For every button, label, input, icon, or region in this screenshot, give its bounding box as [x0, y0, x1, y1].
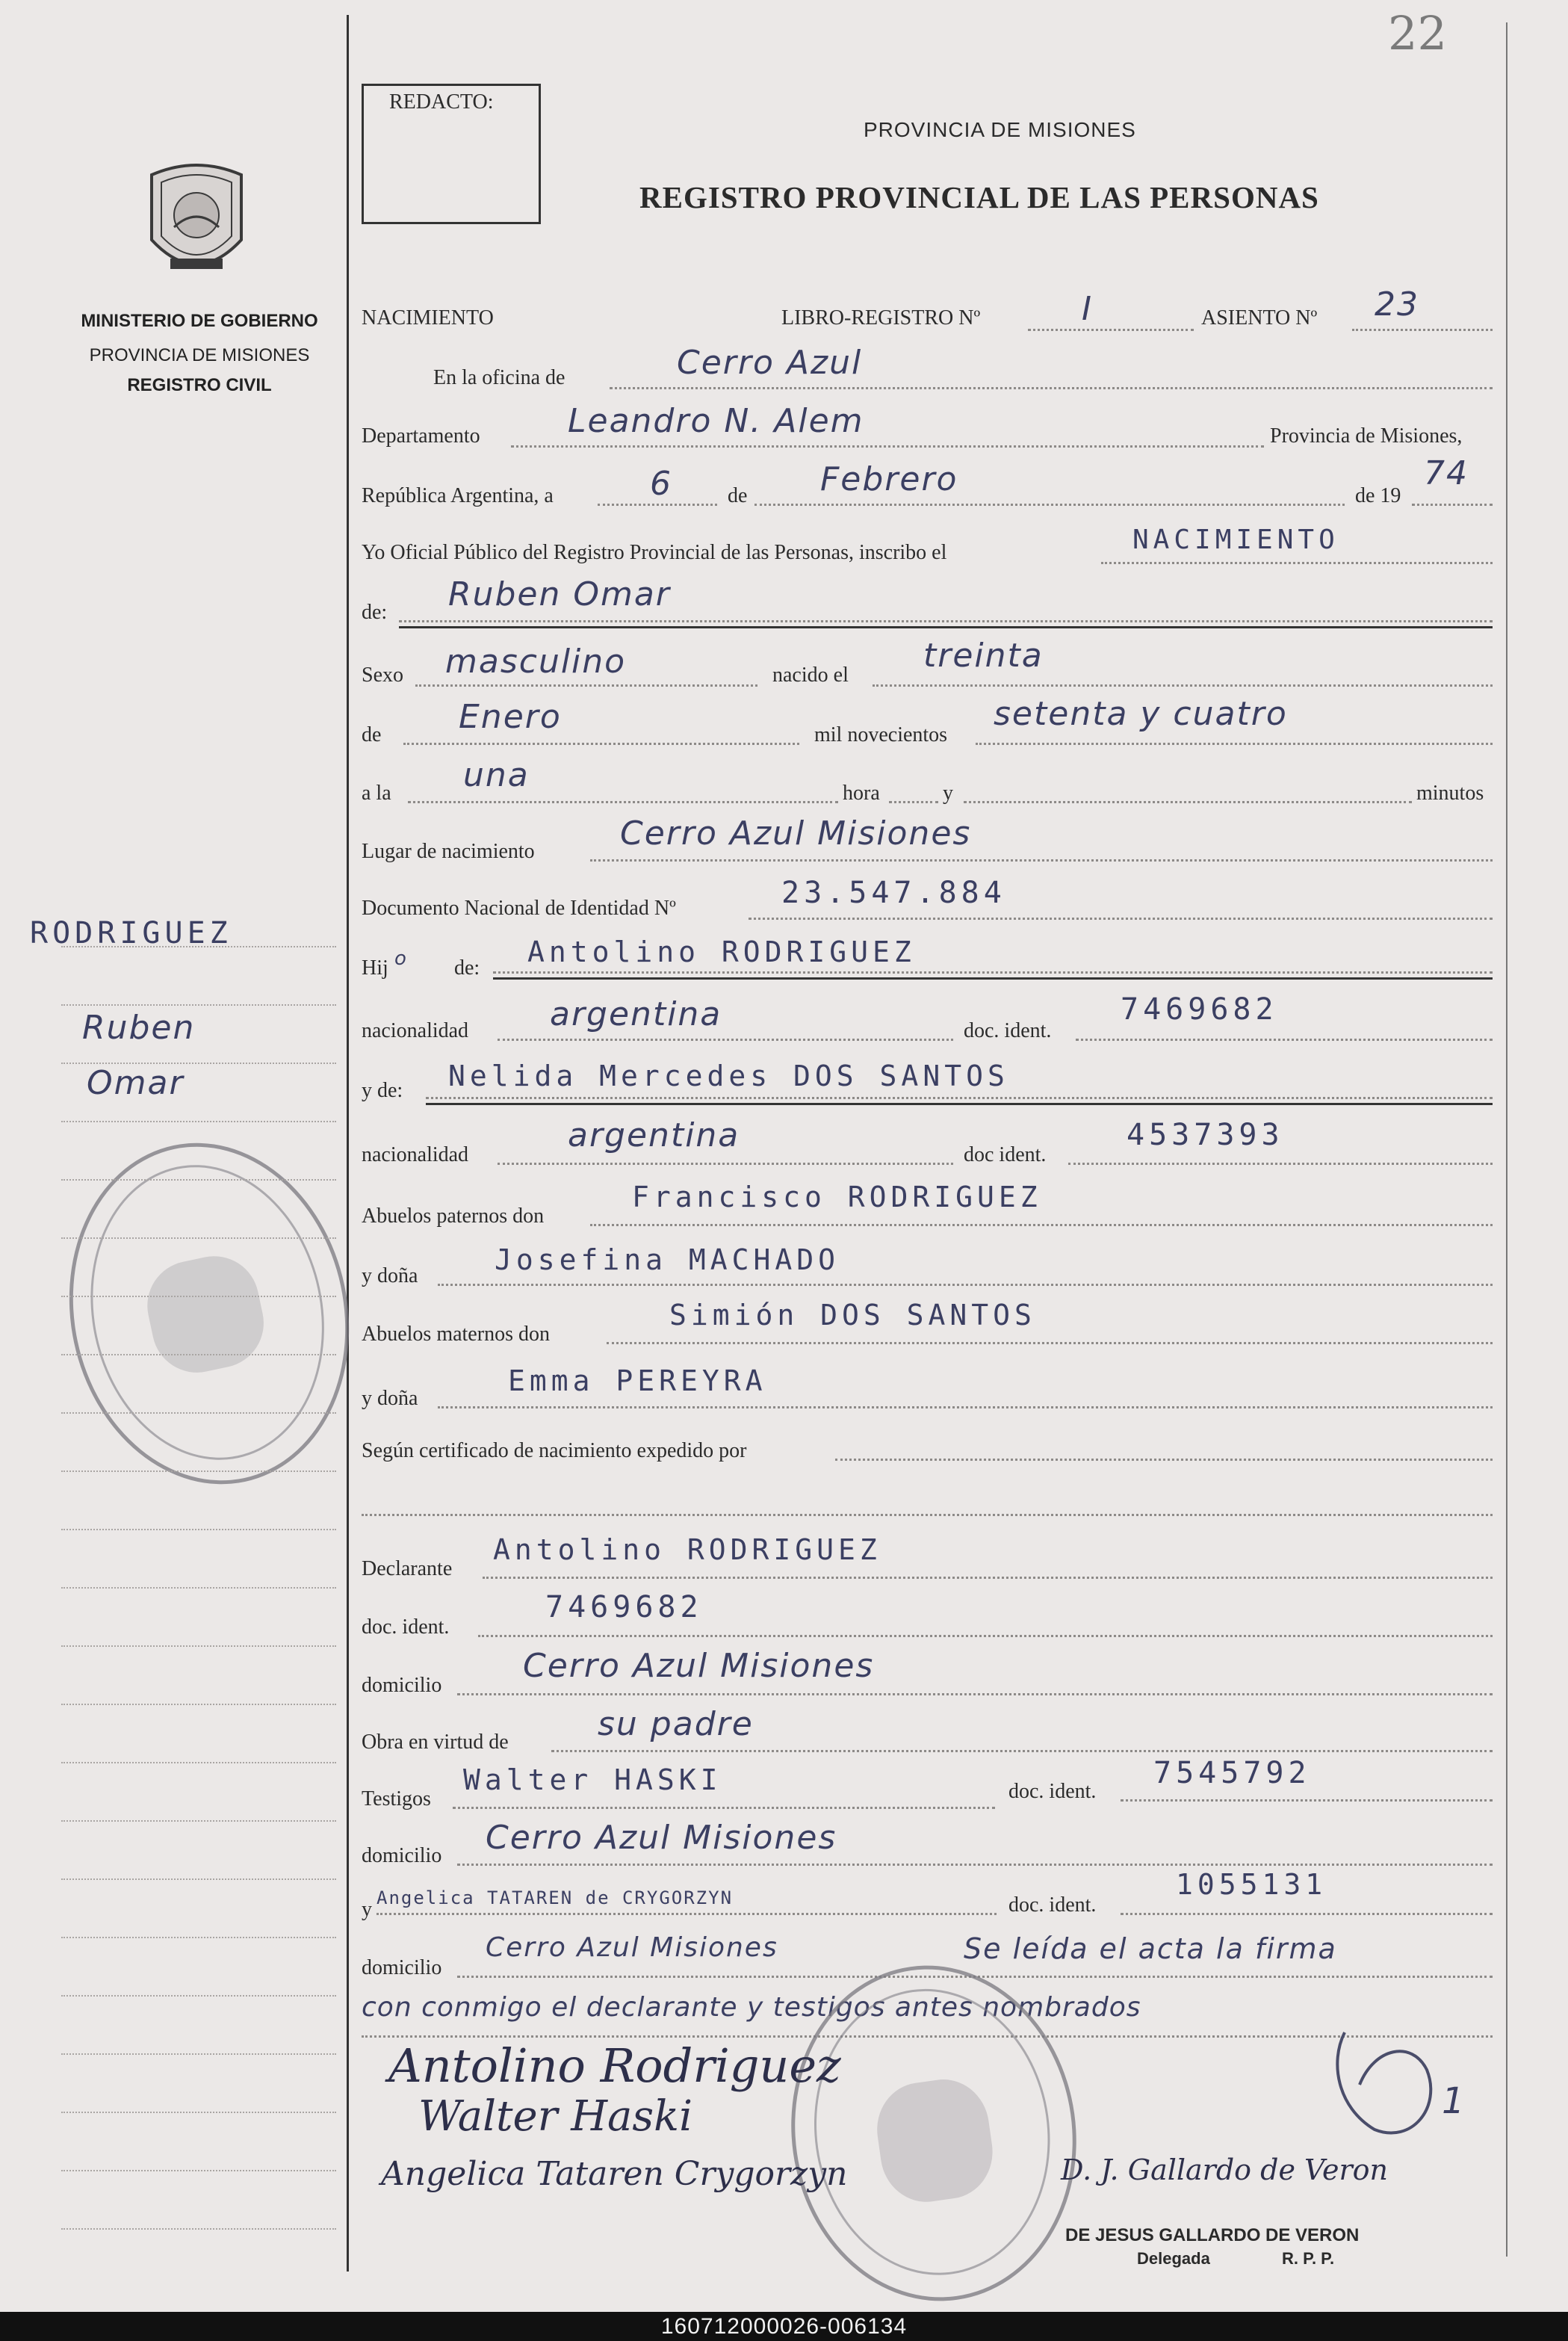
- line-name: [399, 620, 1493, 622]
- label-y-dona-paterna: y doña: [362, 1264, 418, 1287]
- value-year: 74: [1424, 454, 1469, 492]
- label-abuelos-paternos: Abuelos paternos don: [362, 1204, 545, 1228]
- label-minutos: minutos: [1416, 782, 1484, 805]
- civil-registry-line: REGISTRO CIVIL: [127, 375, 272, 395]
- margin-number: 1: [1442, 2080, 1466, 2122]
- value-libro: I: [1082, 290, 1093, 328]
- line-abuela-materna: [438, 1406, 1493, 1408]
- margin-ruled-line: [61, 1063, 336, 1064]
- margin-ruled-line: [61, 1995, 336, 1997]
- value-day: 6: [650, 465, 672, 503]
- line-padre: [493, 971, 1493, 974]
- value-month: Febrero: [820, 460, 958, 498]
- line-name-underline: [399, 626, 1493, 628]
- label-mil-novecientos: mil novecientos: [814, 723, 948, 746]
- document-id-bar: 160712000026-006134: [0, 2312, 1568, 2341]
- value-nacido-mes: Enero: [459, 698, 562, 736]
- province-heading: PROVINCIA DE MISIONES: [864, 118, 1136, 141]
- line-obra: [551, 1750, 1493, 1752]
- label-segun-certificado: Según certificado de nacimiento expedido por: [362, 1439, 747, 1462]
- label-domicilio-testigo1: domicilio: [362, 1844, 442, 1867]
- value-doc-declarante: 7469682: [545, 1590, 703, 1624]
- line-lugar: [590, 859, 1493, 862]
- coat-of-arms-icon: [140, 161, 252, 288]
- line-certificado-2: [362, 1514, 1493, 1516]
- value-padre: Antolino RODRIGUEZ: [527, 936, 916, 968]
- margin-ruled-line: [61, 1645, 336, 1647]
- label-doc-testigo1: doc. ident.: [1008, 1780, 1097, 1803]
- line-declarante: [483, 1577, 1493, 1579]
- label-provincia: Provincia de Misiones,: [1270, 424, 1463, 448]
- margin-name-2: Omar: [87, 1064, 185, 1102]
- margin-ruled-line: [61, 1004, 336, 1006]
- line-day: [598, 504, 717, 506]
- province-emblem: [140, 161, 252, 288]
- label-abuelos-maternos: Abuelos maternos don: [362, 1323, 550, 1346]
- value-madre: Nelida Mercedes DOS SANTOS: [448, 1060, 1009, 1092]
- margin-ruled-line: [61, 1471, 336, 1472]
- value-obra: su padre: [598, 1705, 754, 1743]
- line-nacido-anio: [976, 743, 1493, 745]
- margin-ruled-line: [61, 1704, 336, 1705]
- label-hijo: Hij: [362, 956, 388, 980]
- line-testigo2: [376, 1913, 997, 1915]
- margin-ruled-line: [61, 1587, 336, 1589]
- value-act-type: NACIMIENTO: [1132, 525, 1339, 555]
- label-doc-declarante: doc. ident.: [362, 1615, 450, 1639]
- margin-ruled-line: [61, 2053, 336, 2055]
- label-sexo: Sexo: [362, 664, 403, 687]
- value-sexo: masculino: [445, 643, 627, 681]
- label-de-month: de: [728, 484, 748, 507]
- label-obra: Obra en virtud de: [362, 1731, 509, 1754]
- right-margin-rule: [1506, 22, 1507, 2257]
- label-documento: Documento Nacional de Identidad Nº: [362, 897, 676, 920]
- label-domicilio-testigo2: domicilio: [362, 1956, 442, 1979]
- label-testigos: Testigos: [362, 1787, 431, 1810]
- line-nacionalidad-madre: [498, 1163, 953, 1165]
- ministry-line: MINISTERIO DE GOBIERNO: [81, 311, 318, 331]
- value-testigo1: Walter HASKI: [463, 1763, 722, 1796]
- line-domicilio-declarante: [457, 1693, 1493, 1695]
- value-lugar: Cerro Azul Misiones: [620, 814, 972, 853]
- margin-ruled-line: [61, 1237, 336, 1239]
- signature-declarante: Antolino Rodriguez: [388, 2038, 841, 2093]
- margin-ruled-line: [61, 1937, 336, 1938]
- margin-ruled-line: [61, 1820, 336, 1822]
- value-nacionalidad-madre: argentina: [568, 1116, 740, 1154]
- margin-surname: RODRIGUEZ: [30, 916, 232, 950]
- line-oficina: [610, 387, 1493, 389]
- line-abuela-paterna: [438, 1284, 1493, 1286]
- label-departamento: Departamento: [362, 424, 480, 448]
- redacto-box: [362, 84, 541, 224]
- value-doc-testigo1: 7545792: [1153, 1756, 1311, 1790]
- line-minutos: [964, 801, 1412, 803]
- value-abuelo-materno: Simión DOS SANTOS: [669, 1299, 1036, 1332]
- label-de-mes: de: [362, 723, 382, 746]
- label-y: y: [943, 782, 953, 805]
- label-doc-padre: doc. ident.: [964, 1019, 1052, 1042]
- line-abuelo-paterno: [590, 1224, 1493, 1226]
- officer-title-right: R. P. P.: [1282, 2249, 1335, 2268]
- label-y-testigo2: y: [362, 1898, 372, 1921]
- value-hijo-suffix: o: [394, 947, 408, 970]
- label-nacionalidad-padre: nacionalidad: [362, 1019, 469, 1042]
- value-departamento: Leandro N. Alem: [568, 402, 864, 440]
- value-oficina: Cerro Azul: [677, 344, 863, 382]
- value-doc-padre: 7469682: [1121, 992, 1278, 1027]
- label-doc-testigo2: doc. ident.: [1008, 1893, 1097, 1917]
- line-sexo: [415, 684, 757, 687]
- value-domicilio-testigo2: Cerro Azul Misiones: [486, 1932, 778, 1963]
- line-nacionalidad-padre: [498, 1039, 953, 1041]
- value-declarante: Antolino RODRIGUEZ: [493, 1533, 881, 1566]
- line-testigo1: [453, 1807, 995, 1809]
- line-libro: [1028, 329, 1194, 331]
- label-lugar: Lugar de nacimiento: [362, 840, 535, 863]
- label-asiento: ASIENTO Nº: [1201, 306, 1318, 330]
- ministry-province-line: PROVINCIA DE MISIONES: [89, 345, 310, 365]
- line-month: [754, 504, 1345, 506]
- margin-ruled-line: [61, 1121, 336, 1122]
- signature-officer: D. J. Gallardo de Veron: [1061, 2153, 1388, 2186]
- redacto-label: REDACTO:: [389, 90, 494, 114]
- signature-testigo2: Angelica Tataren Crygorzyn: [381, 2155, 848, 2193]
- line-hora-gap: [889, 801, 938, 803]
- margin-ruled-line: [61, 1529, 336, 1530]
- value-nacionalidad-padre: argentina: [550, 995, 722, 1033]
- value-name: Ruben Omar: [448, 575, 671, 613]
- label-yo-oficial: Yo Oficial Público del Registro Provincial de las Personas, inscribo el: [362, 541, 947, 564]
- margin-ruled-line: [61, 1296, 336, 1297]
- signature-testigo1: Walter Haski: [418, 2092, 693, 2141]
- label-nacimiento: NACIMIENTO: [362, 306, 494, 330]
- margin-ruled-line: [61, 1878, 336, 1880]
- value-abuela-paterna: Josefina MACHADO: [495, 1243, 840, 1276]
- line-madre-underline: [426, 1103, 1493, 1105]
- margin-ruled-line: [61, 2112, 336, 2113]
- line-padre-underline: [493, 977, 1493, 980]
- value-dni: 23.547.884: [781, 876, 1006, 910]
- line-year: [1412, 504, 1493, 506]
- registry-heading: REGISTRO PROVINCIAL DE LAS PERSONAS: [639, 180, 1319, 214]
- margin-ruled-line: [61, 1354, 336, 1355]
- line-act-type: [1101, 562, 1493, 564]
- line-doc-declarante: [478, 1635, 1493, 1637]
- value-abuelo-paterno: Francisco RODRIGUEZ: [632, 1181, 1042, 1213]
- margin-stamp: [38, 1117, 380, 1511]
- label-hora: hora: [843, 782, 880, 805]
- officer-title-left: Delegada: [1137, 2249, 1210, 2268]
- margin-ruled-line: [61, 1762, 336, 1763]
- label-oficina: En la oficina de: [433, 366, 565, 389]
- label-y-de: y de:: [362, 1079, 403, 1102]
- label-y-dona-materna: y doña: [362, 1387, 418, 1410]
- margin-ruled-line: [61, 2170, 336, 2171]
- value-closing-line2: con conmigo el declarante y testigos antes nombrados: [362, 1992, 1141, 2023]
- value-hora: una: [463, 756, 530, 794]
- label-nacido-el: nacido el: [772, 664, 849, 687]
- label-declarante: Declarante: [362, 1557, 453, 1580]
- label-domicilio-declarante: domicilio: [362, 1674, 442, 1697]
- label-a-la: a la: [362, 782, 391, 805]
- page-number: 22: [1388, 6, 1447, 61]
- label-republica: República Argentina, a: [362, 484, 554, 507]
- line-doc-padre: [1076, 1039, 1493, 1041]
- officer-name: DE JESUS GALLARDO DE VERON: [1065, 2225, 1360, 2245]
- margin-ruled-line: [61, 2228, 336, 2230]
- line-madre: [426, 1097, 1493, 1099]
- value-nacido-anio: setenta y cuatro: [994, 695, 1288, 733]
- value-doc-madre: 4537393: [1127, 1118, 1284, 1152]
- line-domicilio-testigo1: [457, 1864, 1493, 1866]
- label-doc-madre: doc ident.: [964, 1143, 1047, 1166]
- margin-ruled-line: [61, 946, 336, 947]
- margin-ruled-line: [61, 1412, 336, 1414]
- line-abuelo-materno: [607, 1342, 1493, 1344]
- value-nacido-dia: treinta: [923, 637, 1044, 675]
- value-domicilio-declarante: Cerro Azul Misiones: [523, 1647, 875, 1685]
- left-margin-rule: [347, 15, 349, 2272]
- line-departamento: [511, 445, 1264, 448]
- line-asiento: [1352, 329, 1493, 331]
- line-doc-madre: [1068, 1163, 1493, 1165]
- value-testigo2: Angelica TATAREN de CRYGORZYN: [376, 1887, 734, 1908]
- value-doc-testigo2: 1055131: [1176, 1868, 1327, 1901]
- line-certificado: [835, 1459, 1493, 1461]
- line-nacido-dia: [873, 684, 1493, 687]
- line-dni: [749, 918, 1493, 920]
- label-hijo-de: de:: [454, 956, 480, 980]
- value-asiento: 23: [1375, 285, 1419, 324]
- margin-ruled-line: [61, 1179, 336, 1181]
- line-hora: [408, 801, 838, 803]
- margin-name-1: Ruben: [82, 1009, 196, 1047]
- value-domicilio-testigo1: Cerro Azul Misiones: [486, 1819, 837, 1857]
- label-de-19: de 19: [1355, 484, 1401, 507]
- line-nacido-mes: [403, 743, 799, 745]
- value-closing-line1: Se leída el acta la firma: [964, 1932, 1337, 1965]
- label-de-name: de:: [362, 601, 388, 624]
- value-abuela-materna: Emma PEREYRA: [508, 1364, 767, 1397]
- line-doc-testigo2: [1121, 1913, 1493, 1915]
- line-doc-testigo1: [1121, 1799, 1493, 1802]
- label-nacionalidad-madre: nacionalidad: [362, 1143, 469, 1166]
- label-libro: LIBRO-REGISTRO Nº: [781, 306, 981, 330]
